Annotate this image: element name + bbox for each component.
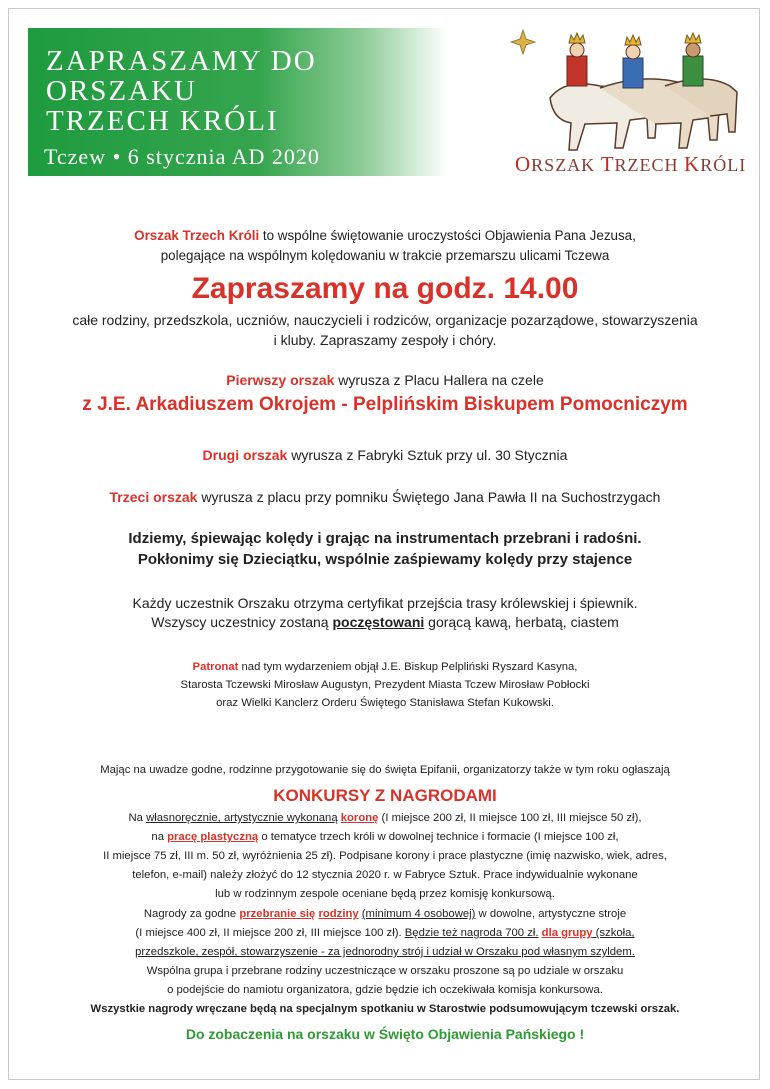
king-icon <box>567 33 587 86</box>
event-name: Orszak Trzech Króli <box>134 228 260 243</box>
contests-intro: Mając na uwadze godne, rodzinne przygotowanie się do święta Epifanii, organizatorzy także w tym roku ogłaszają <box>100 764 670 776</box>
invite-line: całe rodziny, przedszkola, uczniów, nauczycieli i rodziców, organizacje pozarządowe, stowarzyszenia <box>72 312 698 328</box>
intro-line: polegające na wspólnym kolędowaniu w trakcie przemarszu ulicami Tczewa <box>160 248 610 263</box>
contest-line: lub w rodzinnym zespole oceniane będą przez komisję konkursową. <box>215 888 555 900</box>
certificate-line: Każdy uczestnik Orszaku otrzyma certyfikat przejścia trasy królewskiej i śpiewnik. <box>132 595 638 611</box>
contest-line: (I miejsce 400 zł, II miejsce 200 zł, III miejsce 100 zł). Będzie też nagroda 700 zł. dla grupy (szkoła, <box>135 927 635 939</box>
contest-line: telefon, e-mail) należy złożyć do 12 stycznia 2020 r. w Fabryce Sztuk. Prace indywidualnie wykonane <box>132 869 638 881</box>
first-procession: Pierwszy orszak wyrusza z Placu Hallera na czele <box>226 372 544 388</box>
intro-line: Orszak Trzech Króli to wspólne świętowanie uroczystości Objawienia Pana Jezusa, <box>134 228 636 243</box>
second-procession: Drugi orszak wyrusza z Fabryki Sztuk przy ul. 30 Stycznia <box>202 447 568 463</box>
star-icon <box>511 30 535 54</box>
banner-title-line: ZAPRASZAMY DO <box>46 45 317 77</box>
title-banner <box>28 28 448 176</box>
march-line: Idziemy, śpiewając kolędy i grając na instrumentach przebrani i radośni. <box>128 530 642 547</box>
contest-line: przedszkole, zespół, stowarzyszenie - za jednorodny strój i udział w Orszaku pod własnym szyldem. <box>135 946 635 958</box>
patronage-line: oraz Wielki Kanclerz Orderu Świętego Stanisława Stefan Kukowski. <box>216 697 554 709</box>
patronage-line: Starosta Tczewski Mirosław Augustyn, Prezydent Miasta Tczew Mirosław Pobłocki <box>180 679 590 691</box>
logo-wordmark: ORSZAK TRZECH KRÓLI <box>515 152 747 176</box>
closing-line: Do zobaczenia na orszaku w Święto Objawienia Pańskiego ! <box>185 1026 585 1042</box>
contest-line: o podejście do namiotu organizatora, gdzie będzie ich oczekiwała komisja konkursowa. <box>167 984 603 996</box>
contest-line: na pracę plastyczną o tematyce trzech króli w dowolnej technice i formacie (I miejsce 100 zł, <box>151 831 619 843</box>
third-procession: Trzeci orszak wyrusza z placu przy pomniku Świętego Jana Pawła II na Suchostrzygach <box>109 489 661 505</box>
invite-headline: Zapraszamy na godz. 14.00 <box>191 272 579 305</box>
contests-title: KONKURSY Z NAGRODAMI <box>273 786 497 805</box>
banner-title-line: TRZECH KRÓLI <box>46 105 279 137</box>
first-procession-leader: z J.E. Arkadiuszem Okrojem - Pelplińskim Biskupem Pomocniczym <box>82 394 688 415</box>
banner-date: Tczew • 6 stycznia AD 2020 <box>44 144 320 169</box>
contest-line: Nagrody za godne przebranie się rodziny (minimum 4 osobowej) w dowolne, artystyczne stroje <box>143 908 627 920</box>
contest-line: Na własnoręcznie, artystycznie wykonaną koronę (I miejsce 200 zł, II miejsce 100 zł, III miejsce 50 zł), <box>128 812 642 824</box>
contest-line: II miejsce 75 zł, III m. 50 zł, wyróżnienia 25 zł). Podpisane korony i prace plastyczne (imię nazwisko, wiek, adres, <box>103 850 667 862</box>
patronage-line: Patronat nad tym wydarzeniem objął J.E. Biskup Pelpliński Ryszard Kasyna, <box>192 661 578 673</box>
banner-title-line: ORSZAKU <box>46 75 197 107</box>
certificate-line: Wszyscy uczestnicy zostaną poczęstowani gorącą kawą, herbatą, ciastem <box>151 614 619 630</box>
king-icon <box>623 35 643 88</box>
king-icon <box>683 33 703 86</box>
horse-icon <box>550 79 737 150</box>
contest-line: Wspólna grupa i przebrane rodziny uczestniczące w orszaku proszone są po udziale w orszaku <box>146 965 624 977</box>
invite-line: i kluby. Zapraszamy zespoły i chóry. <box>273 332 497 348</box>
awards-line: Wszystkie nagrody wręczane będą na specjalnym spotkaniu w Starostwie podsumowującym tczewski orszak. <box>90 1003 680 1015</box>
march-line: Pokłonimy się Dzieciątku, wspólnie zaśpiewamy kolędy przy stajence <box>137 551 633 568</box>
